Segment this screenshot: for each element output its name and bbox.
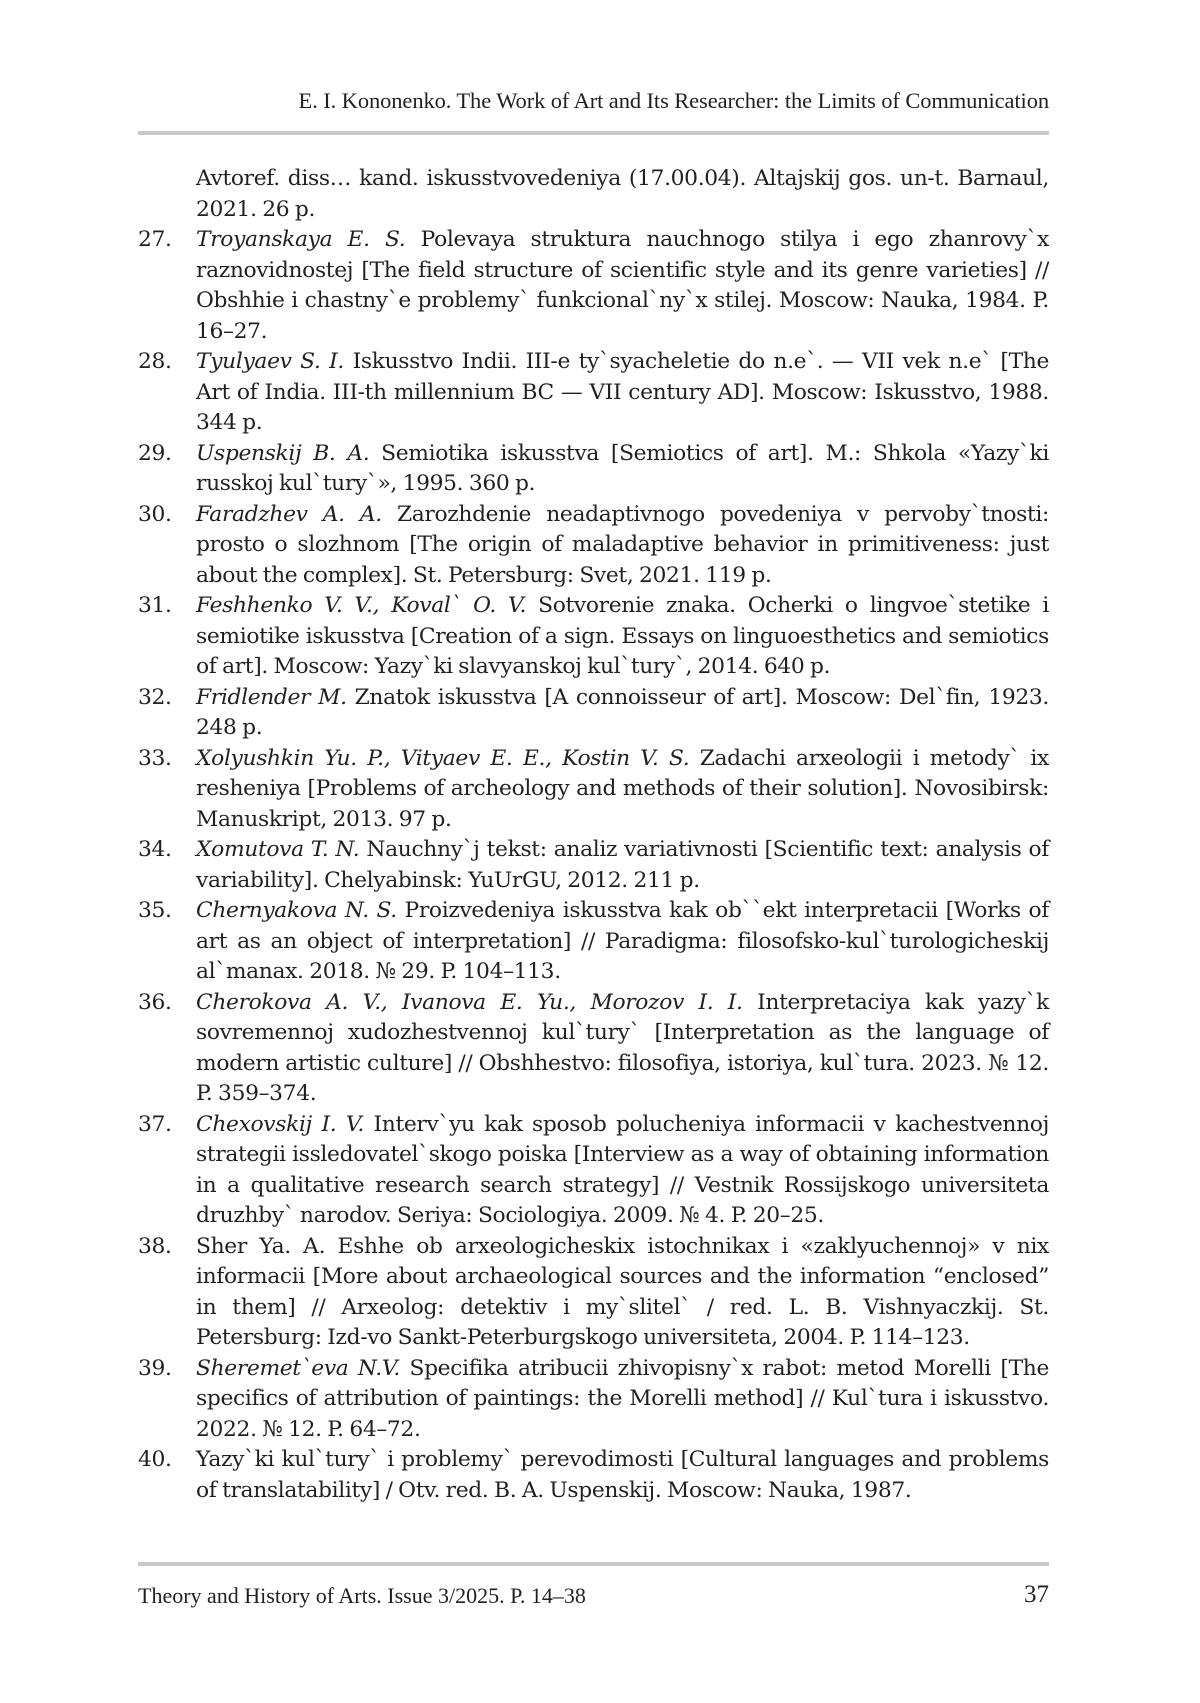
reference-author: Tyulyaev S. I. [196,349,345,374]
reference-item [138,347,1049,439]
reference-body: Iskusstvo Indii. III-e ty`syacheletie do n.e`. — VII vek n.e` [The Art of India. III-th millennium BC — VII century AD]. Moscow: Iskusstvo, 1988. 344 p. [196,349,1049,435]
reference-body: Yazy`ki kul`tury` i problemy` perevodimosti [Cultural languages and problems of translatability] / Otv. red. B. A. Uspenskij. Moscow: Nauka, 1987. [196,1447,1049,1503]
reference-list [138,164,1049,1506]
running-header: E. I. Kononenko. The Work of Art and Its Researcher: the Limits of Communication [298,88,1049,113]
reference-author: Chernyakova N. S. [196,898,397,923]
reference-item [138,1354,1049,1446]
reference-text [196,439,1049,500]
reference-number: 39. [138,1355,172,1381]
reference-body: Proizvedeniya iskusstva kak ob``ekt interpretacii [Works of art as an object of interpretation] // Paradigma: filosofsko-kul`turologicheskij al`manax. 2018. № 29. P. 104–113. [196,898,1050,984]
reference-text [196,225,1049,347]
reference-author: Uspenskij B. A. [196,440,370,466]
reference-body: Zadachi arxeologii i metody` ix resheniya [Problems of archeology and methods of their solution]. Novosibirsk: Manuskript, 2013. 97 p. [196,745,1049,832]
reference-number: 36. [138,989,172,1015]
reference-author: Troyanskaya E. S. [196,227,406,252]
reference-item [138,988,1049,1110]
reference-text [196,500,1049,592]
reference-author: Xomutova T. N. [196,837,360,862]
reference-item [138,439,1049,500]
reference-item [138,1445,1049,1506]
reference-body: Interv`yu kak sposob polucheniya informacii v kachestvennoj strategii issledovatel`skogo poiska [Interview as a way of obtaining information in a qualitative research search strategy] // Vestnik Rossijskogo universiteta druzhby` narodov. Seriya: Sociologiya. 2009. № 4. P. 20–25. [196,1111,1049,1228]
reference-text [196,744,1049,836]
reference-number: 32. [138,684,172,710]
page-number: 37 [1024,1581,1049,1608]
footer-divider [138,1562,1049,1566]
reference-text [196,591,1049,683]
reference-item [138,500,1049,592]
reference-text [196,896,1049,988]
reference-body: Specifika atribucii zhivopisny`x rabot: metod Morelli [The specifics of attribution of paintings: the Morelli method] // Kul`tura i iskusstvo. 2022. № 12. P. 64–72. [196,1355,1049,1442]
reference-body: Sher Ya. A. Eshhe ob arxeologicheskix istochnikax i «zaklyuchennoj» v nix informacii [More about archaeological sources and the information “enclosed” in them] // Arxeolog: detektiv i my`slitel` / red. L. B. Vishnyaczkij. St. Petersburg: Izd-vo Sankt-Peterburgskogo universiteta, 2004. P. 114–123. [196,1233,1049,1350]
reference-author: Fridlender M. [196,684,347,710]
reference-text [196,835,1049,896]
reference-item [138,225,1049,347]
reference-body: Polevaya struktura nauchnogo stilya i ego zhanrovy`x raznovidnostej [The field structure of scientific style and its genre varieties] // Obshhie i chastny`e problemy` funkcional`ny`x stilej. Moscow: Nauka, 1984. P. 16–27. [196,227,1050,344]
reference-text [196,1354,1049,1446]
reference-number: 27. [138,227,172,252]
reference-text [196,988,1049,1110]
reference-item [138,1110,1049,1232]
reference-number: 40. [138,1447,172,1472]
reference-body: Sotvorenie znaka. Ocherki o lingvoe`stetike i semiotike iskusstva [Creation of a sign. Essays on linguoesthetics and semiotics of art]. Moscow: Yazy`ki slavyanskoj kul`tury`, 2014. 640 p. [196,593,1049,679]
reference-number: 29. [138,440,172,466]
reference-item [138,591,1049,683]
reference-item [138,744,1049,836]
reference-body: Semiotika iskusstva [Semiotics of art]. M.: Shkola «Yazy`ki russkoj kul`tury`», 1995. 360 p. [196,440,1049,496]
reference-number: 28. [138,349,172,374]
reference-item [138,896,1049,988]
header-divider [138,131,1049,135]
reference-body: Znatok iskusstva [A connoisseur of art]. Moscow: Del`fin, 1923. 248 p. [196,684,1049,740]
reference-author: Cherokova A. V., Ivanova E. Yu., Morozov I. I. [196,989,743,1015]
reference-number: 31. [138,593,172,618]
reference-item [138,1232,1049,1354]
reference-item [138,835,1049,896]
reference-continuation [138,164,1049,225]
reference-text [196,683,1049,744]
reference-number: 30. [138,501,172,527]
reference-entries [138,225,1049,1506]
reference-item [138,683,1049,744]
reference-number: 35. [138,898,172,923]
reference-body: Zarozhdenie neadaptivnogo povedeniya v pervoby`tnosti: prosto o slozhnom [The origin of maladaptive behavior in primitiveness: just about the complex]. St. Petersburg: Svet, 2021. 119 p. [196,501,1049,588]
reference-text [196,347,1049,439]
reference-text [196,1445,1049,1506]
reference-number: 37. [138,1111,172,1137]
reference-text [196,1232,1049,1354]
journal-citation: Theory and History of Arts. Issue 3/2025. P. 14–38 [138,1583,586,1608]
reference-author: Xolyushkin Yu. P., Vityaev E. E., Kostin V. S. [196,745,690,771]
reference-number: 34. [138,837,172,862]
reference-body: Interpretaciya kak yazy`k sovremennoj xudozhestvennoj kul`tury` [Interpretation as the language of modern artistic culture] // Obshhestvo: filosofiya, istoriya, kul`tura. 2023. № 12. P. 359–374. [196,989,1049,1106]
reference-author: Chexovskij I. V. [196,1111,364,1137]
reference-body: Nauchny`j tekst: analiz variativnosti [Scientific text: analysis of variability]. Chelyabinsk: YuUrGU, 2012. 211 p. [196,837,1049,893]
reference-text [196,1110,1049,1232]
reference-author: Sheremet`eva N.V. [196,1355,400,1381]
reference-number: 33. [138,745,172,771]
reference-number: 38. [138,1233,172,1259]
reference-author: Faradzhev A. A. [196,501,382,527]
continuation-text: Avtoref. diss… kand. iskusstvovedeniya (17.00.04). Altajskij gos. un-t. Barnaul, 2021. 26 p. [196,166,1049,222]
reference-author: Feshhenko V. V., Koval` O. V. [196,593,527,618]
